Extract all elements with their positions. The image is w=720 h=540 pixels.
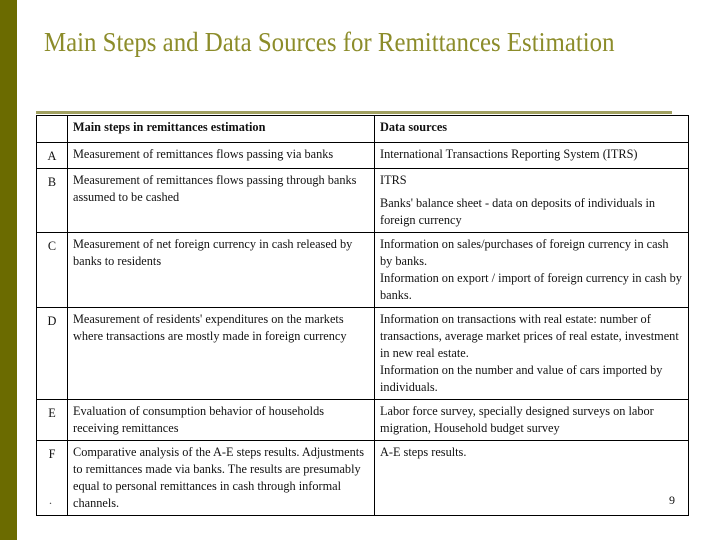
- source-item: Banks' balance sheet - data on deposits of individuals in foreign currency: [380, 196, 656, 227]
- row-step: Evaluation of consumption behavior of households receiving remittances: [68, 400, 375, 441]
- source-item: Information on the number and value of cars imported by individuals.: [380, 363, 663, 394]
- row-sources: [375, 169, 689, 233]
- source-item: ITRS: [380, 173, 407, 187]
- table-header-row: [37, 116, 689, 143]
- row-label: C: [37, 233, 68, 308]
- slide-title: Main Steps and Data Sources for Remittances Estimation: [44, 27, 615, 57]
- header-steps: Main steps in remittances estimation: [68, 116, 375, 143]
- source-item: A-E steps results.: [380, 445, 467, 459]
- row-step: Measurement of net foreign currency in cash released by banks to residents: [68, 233, 375, 308]
- table-row: [37, 233, 689, 308]
- row-label: A: [37, 143, 68, 169]
- table-row: [37, 400, 689, 441]
- table-row: [37, 441, 689, 516]
- source-item: Information on sales/purchases of foreign currency in cash by banks.: [380, 237, 669, 268]
- row-sources: [375, 143, 689, 169]
- row-step: Measurement of remittances flows passing through banks assumed to be cashed: [68, 169, 375, 233]
- row-label: D: [37, 308, 68, 400]
- row-sources: [375, 441, 689, 516]
- table-row: [37, 169, 689, 233]
- title-rule: [36, 111, 672, 114]
- row-sources: [375, 308, 689, 400]
- source-item: Information on export / import of foreign currency in cash by banks.: [380, 271, 682, 302]
- source-item: International Transactions Reporting System (ITRS): [380, 147, 638, 161]
- sidebar-accent-bar: [0, 0, 17, 540]
- source-item: Labor force survey, specially designed surveys on labor migration, Household budget survey: [380, 404, 654, 435]
- header-sources: Data sources: [375, 116, 689, 143]
- row-step: Measurement of remittances flows passing via banks: [68, 143, 375, 169]
- row-label: E: [37, 400, 68, 441]
- row-label: B: [37, 169, 68, 233]
- row-sources: [375, 400, 689, 441]
- row-step: Measurement of residents' expenditures on the markets where transactions are mostly made in foreign currency: [68, 308, 375, 400]
- header-label-cell: [37, 116, 68, 143]
- steps-table: [36, 115, 689, 516]
- table-row: [37, 308, 689, 400]
- stray-mark: .: [49, 493, 52, 507]
- table-row: [37, 143, 689, 169]
- row-label: F: [37, 441, 68, 516]
- row-step: Comparative analysis of the A-E steps results. Adjustments to remittances made via banks. The results are presumably equal to personal remittances in cash through informal channels.: [68, 441, 375, 516]
- row-sources: [375, 233, 689, 308]
- page-number: 9: [669, 493, 675, 507]
- source-item: Information on transactions with real estate: number of transactions, average market prices of real estate, investment in new real estate.: [380, 312, 679, 360]
